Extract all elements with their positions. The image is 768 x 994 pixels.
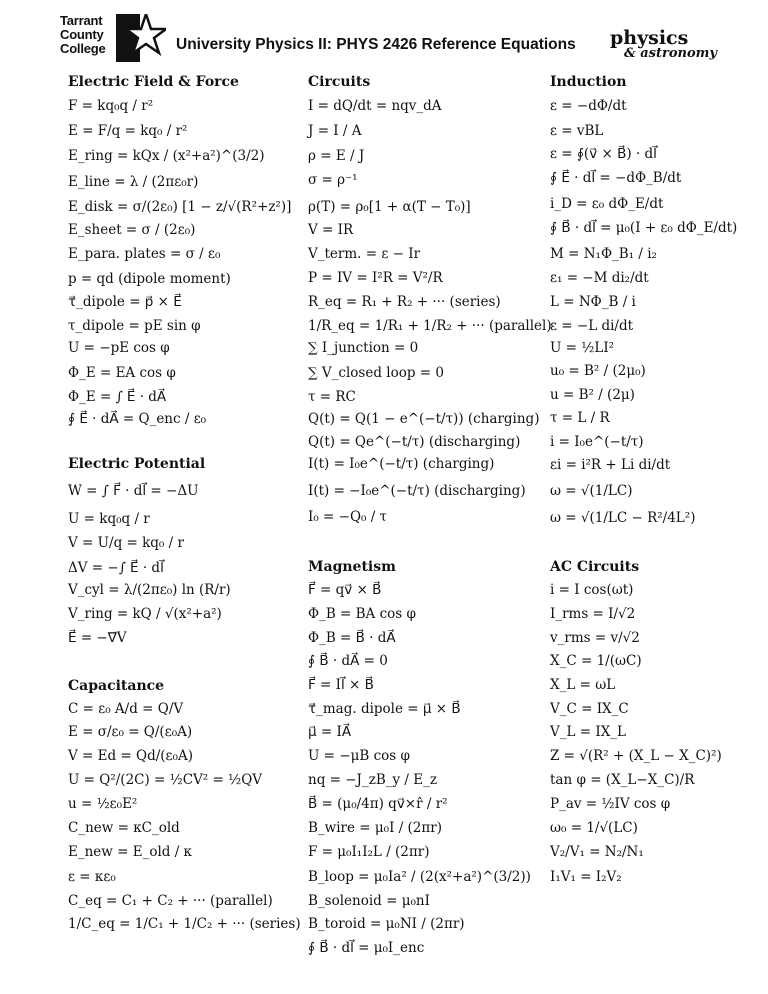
equation: F⃗ = qv⃗ × B⃗	[308, 582, 382, 598]
equation: U = −μB cos φ	[308, 748, 410, 764]
section-heading: Capacitance	[68, 678, 165, 694]
equation: ρ(T) = ρ₀[1 + α(T − T₀)]	[308, 199, 471, 215]
equation: U = −pE cos φ	[68, 340, 170, 356]
equation: ρ = E / J	[308, 148, 365, 164]
equation: E_line = λ / (2πε₀r)	[68, 174, 199, 190]
equation: V₂/V₁ = N₂/N₁	[550, 844, 644, 860]
section-heading: Electric Field & Force	[68, 74, 239, 90]
equation: τ_dipole = pE sin φ	[68, 318, 201, 334]
equation: Φ_B = B⃗ · dA⃗	[308, 630, 396, 646]
equation: I(t) = −I₀e^(−t/τ) (discharging)	[308, 483, 526, 499]
equation: B⃗ = (μ₀/4π) qv⃗×r̂ / r²	[308, 796, 448, 812]
logo-line: Tarrant	[60, 13, 103, 28]
equation: ΔV = −∫ E⃗ · dl⃗	[68, 560, 164, 576]
equation: ∮ B⃗ · dl⃗ = μ₀(I + ε₀ dΦ_E/dt)	[550, 220, 738, 236]
equation: I₀ = −Q₀ / τ	[308, 509, 388, 525]
equation: εi = i²R + Li di/dt	[550, 457, 671, 473]
page-title: University Physics II: PHYS 2426 Reference Equations	[176, 36, 576, 53]
equation: Z = √(R² + (X_L − X_C)²)	[550, 748, 722, 764]
equation: 1/C_eq = 1/C₁ + 1/C₂ + ··· (series)	[68, 916, 301, 932]
equation: X_L = ωL	[550, 677, 616, 693]
equation: V = Ed = Qd/(ε₀A)	[68, 748, 193, 764]
equation: P_av = ½IV cos φ	[550, 796, 671, 812]
star-logo-icon	[116, 14, 166, 62]
college-logo	[60, 14, 170, 64]
equation: V = U/q = kq₀ / r	[68, 535, 184, 551]
section-heading: Electric Potential	[68, 456, 206, 472]
equation: Q(t) = Qe^(−t/τ) (discharging)	[308, 434, 521, 450]
page-header	[0, 0, 768, 70]
section-heading: Induction	[550, 74, 627, 90]
equation: C_new = κC_old	[68, 820, 180, 836]
equation: U = ½LI²	[550, 340, 615, 356]
equation: F = kq₀q / r²	[68, 98, 154, 114]
equation: F = μ₀I₁I₂L / (2πr)	[308, 844, 430, 860]
department-line-1: physics	[610, 27, 689, 49]
equation: V_term. = ε − Ir	[308, 246, 421, 262]
equation: ∑ I_junction = 0	[308, 340, 419, 356]
equation: ∮ B⃗ · dl⃗ = μ₀I_enc	[308, 940, 425, 956]
equation: τ = L / R	[550, 410, 610, 426]
equation: P = IV = I²R = V²/R	[308, 270, 443, 286]
equation: ε₁ = −M di₂/dt	[550, 270, 649, 286]
equation: I(t) = I₀e^(−t/τ) (charging)	[308, 456, 495, 472]
equation: Φ_E = ∫ E⃗ · dA⃗	[68, 389, 167, 405]
section-heading: AC Circuits	[550, 559, 640, 575]
equation: E_para. plates = σ / ε₀	[68, 246, 221, 262]
equation: i = I cos(ωt)	[550, 582, 634, 598]
equation: Φ_B = BA cos φ	[308, 606, 416, 622]
equation: V_ring = kQ / √(x²+a²)	[68, 606, 222, 622]
equation: U = kq₀q / r	[68, 511, 150, 527]
equation: X_C = 1/(ωC)	[550, 653, 642, 669]
equation: E = σ/ε₀ = Q/(ε₀A)	[68, 724, 193, 740]
equation: E_disk = σ/(2ε₀) [1 − z/√(R²+z²)]	[68, 199, 292, 215]
equation: ω = √(1/LC)	[550, 483, 633, 499]
equation: B_loop = μ₀Ia² / (2(x²+a²)^(3/2))	[308, 869, 531, 885]
equation: L = NΦ_B / i	[550, 294, 636, 310]
equation: E⃗ = −∇⃗V	[68, 630, 127, 646]
college-logo-text	[60, 14, 106, 56]
equation: ω = √(1/LC − R²/4L²)	[550, 510, 696, 526]
equation: E = F/q = kq₀ / r²	[68, 123, 188, 139]
equation: B_toroid = μ₀NI / (2πr)	[308, 916, 465, 932]
equation: ω₀ = 1/√(LC)	[550, 820, 638, 836]
equation: p = qd (dipole moment)	[68, 271, 231, 287]
equation: C_eq = C₁ + C₂ + ··· (parallel)	[68, 893, 273, 909]
equation: I_rms = I/√2	[550, 606, 636, 622]
equation: ∮ B⃗ · dA⃗ = 0	[308, 653, 388, 669]
equation: V_L = IX_L	[550, 724, 627, 740]
equation: u₀ = B² / (2μ₀)	[550, 363, 646, 379]
logo-line: County	[60, 27, 104, 42]
equation: ε = −dΦ/dt	[550, 98, 627, 114]
equation: J = I / A	[308, 123, 362, 139]
equation: τ⃗_mag. dipole = μ⃗ × B⃗	[308, 701, 461, 717]
equation: tan φ = (X_L−X_C)/R	[550, 772, 695, 788]
equation: I = dQ/dt = nqv_dA	[308, 98, 442, 114]
equation: ε = ∮(v⃗ × B⃗) · dl⃗	[550, 146, 657, 162]
equation: E_sheet = σ / (2ε₀)	[68, 222, 196, 238]
equation: U = Q²/(2C) = ½CV² = ½QV	[68, 772, 263, 788]
equation: 1/R_eq = 1/R₁ + 1/R₂ + ··· (parallel)	[308, 318, 552, 334]
equation: nq = −J_zB_y / E_z	[308, 772, 437, 788]
equation: V = IR	[308, 222, 354, 238]
equation: i = I₀e^(−t/τ)	[550, 434, 644, 450]
equation: u = B² / (2μ)	[550, 387, 635, 403]
equation: ε = κε₀	[68, 869, 116, 885]
department-line-2: & astronomy	[624, 46, 717, 61]
equation: ∮ E⃗ · dl⃗ = −dΦ_B/dt	[550, 170, 682, 186]
equation: τ = RC	[308, 389, 356, 405]
equation: B_solenoid = μ₀nI	[308, 893, 430, 909]
equation: u = ½ε₀E²	[68, 796, 138, 812]
equation: C = ε₀ A/d = Q/V	[68, 701, 184, 717]
equation: i_D = ε₀ dΦ_E/dt	[550, 196, 664, 212]
equation: E_ring = kQx / (x²+a²)^(3/2)	[68, 148, 265, 164]
equation: Φ_E = EA cos φ	[68, 365, 176, 381]
equation: M = N₁Φ_B₁ / i₂	[550, 246, 657, 262]
equation: Q(t) = Q(1 − e^(−t/τ)) (charging)	[308, 411, 540, 427]
logo-line: College	[60, 41, 106, 56]
equation: B_wire = μ₀I / (2πr)	[308, 820, 442, 836]
equation: μ⃗ = IA⃗	[308, 724, 352, 740]
equation: W = ∫ F⃗ · dl⃗ = −ΔU	[68, 483, 199, 499]
equation: V_cyl = λ/(2πε₀) ln (R/r)	[68, 582, 231, 598]
equation: ε = vBL	[550, 123, 604, 139]
equation: V_C = IX_C	[550, 701, 629, 717]
section-heading: Magnetism	[308, 559, 396, 575]
equation: R_eq = R₁ + R₂ + ··· (series)	[308, 294, 501, 310]
section-heading: Circuits	[308, 74, 371, 90]
equation: ∑ V_closed loop = 0	[308, 365, 444, 381]
equation: τ⃗_dipole = p⃗ × E⃗	[68, 294, 182, 310]
equation: E_new = E_old / κ	[68, 844, 192, 860]
equation: I₁V₁ = I₂V₂	[550, 869, 622, 885]
department-logo	[610, 27, 720, 62]
equation: σ = ρ⁻¹	[308, 172, 358, 188]
equation: ∮ E⃗ · dA⃗ = Q_enc / ε₀	[68, 411, 207, 427]
equation: F⃗ = Il⃗ × B⃗	[308, 677, 374, 693]
equation: v_rms = v/√2	[550, 630, 640, 646]
equation: ε = −L di/dt	[550, 318, 634, 334]
